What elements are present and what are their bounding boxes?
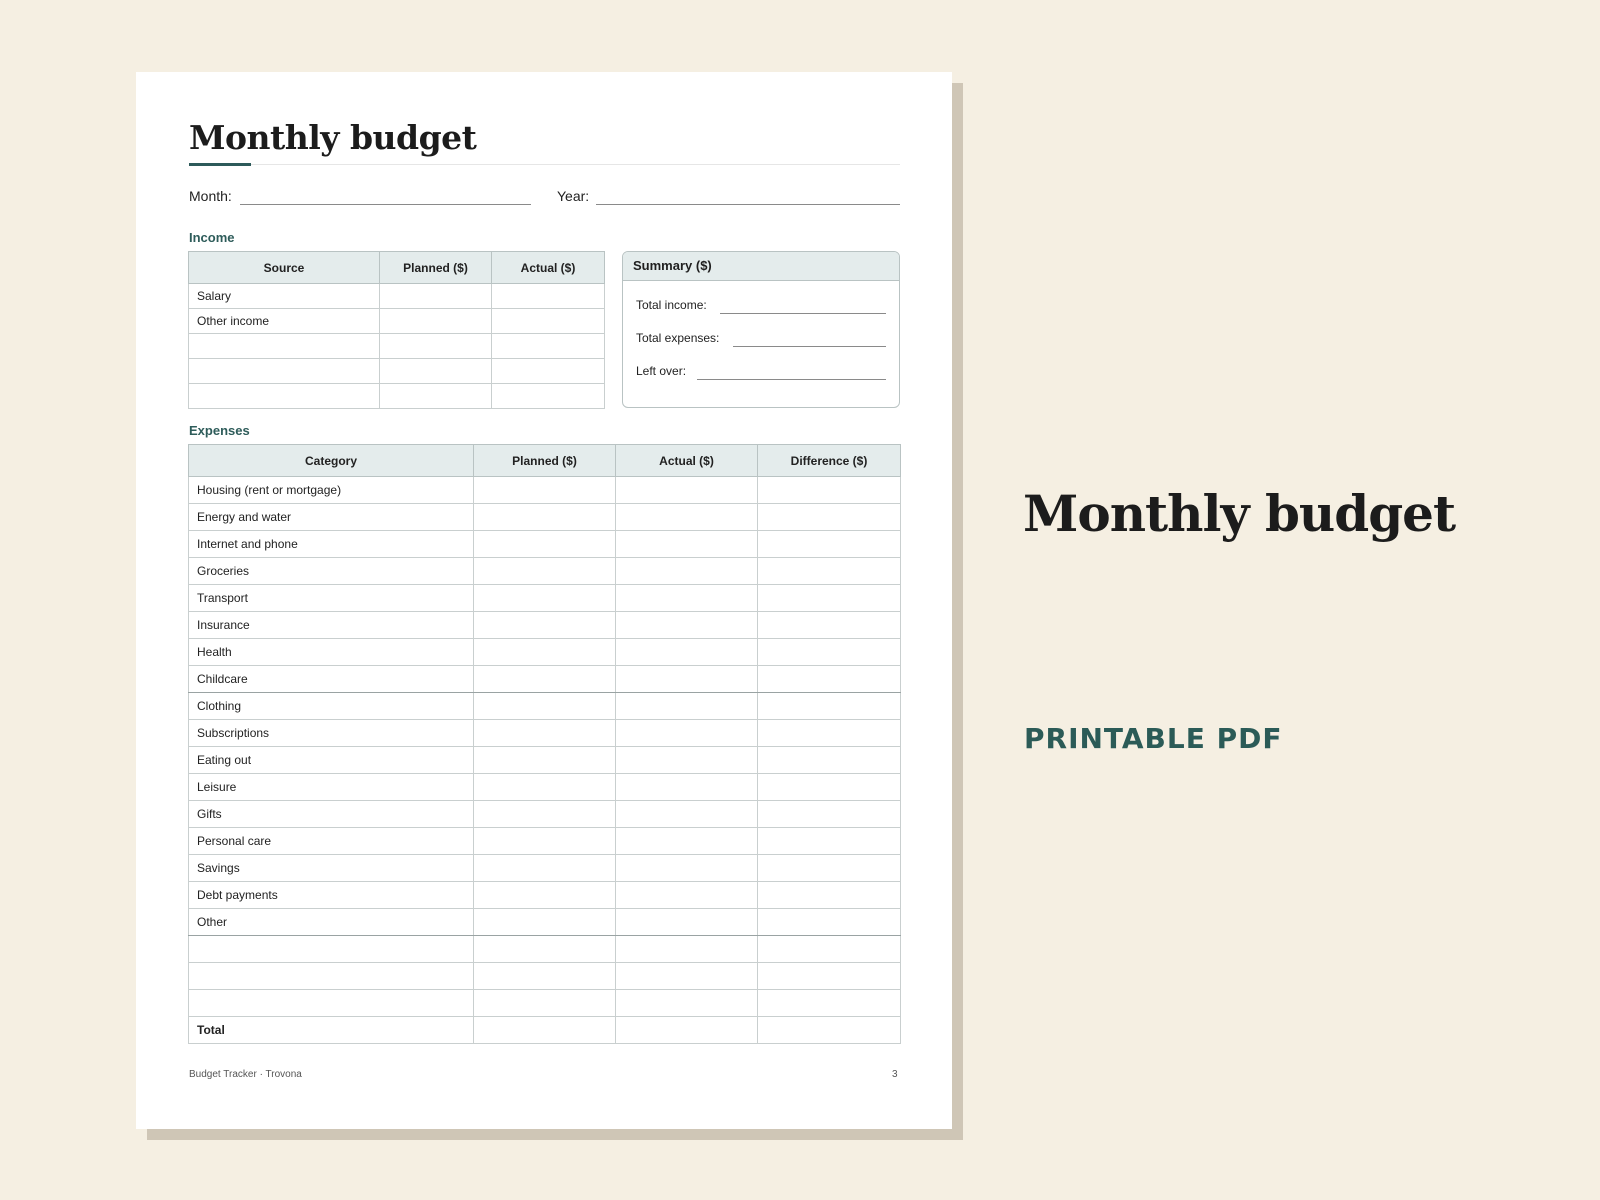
expense-difference-cell[interactable]	[758, 828, 901, 855]
summary-row-left-over	[623, 347, 899, 380]
expense-planned-cell[interactable]	[474, 558, 616, 585]
column-header: Planned ($)	[474, 445, 616, 477]
expense-difference-cell[interactable]	[758, 639, 901, 666]
expense-difference-cell[interactable]	[758, 963, 901, 990]
page-title: Monthly budget	[189, 118, 477, 157]
summary-row-total-income	[623, 281, 899, 314]
table-row	[189, 747, 901, 774]
expense-category-cell[interactable]: Clothing	[189, 693, 474, 720]
expense-category-cell[interactable]: Childcare	[189, 666, 474, 693]
expense-category-cell[interactable]	[189, 936, 474, 963]
table-row	[189, 639, 901, 666]
expense-category-cell[interactable]: Insurance	[189, 612, 474, 639]
expense-planned-cell[interactable]	[474, 747, 616, 774]
table-row	[189, 909, 901, 936]
expense-difference-cell[interactable]	[758, 504, 901, 531]
total-row	[189, 1017, 901, 1044]
expense-category-cell[interactable]: Health	[189, 639, 474, 666]
table-row	[189, 963, 901, 990]
expense-difference-cell[interactable]	[758, 1017, 901, 1044]
expense-category-cell[interactable]: Groceries	[189, 558, 474, 585]
expense-actual-cell[interactable]	[616, 774, 758, 801]
expense-category-cell[interactable]: Housing (rent or mortgage)	[189, 477, 474, 504]
month-field[interactable]	[240, 204, 531, 205]
expense-difference-cell[interactable]	[758, 936, 901, 963]
year-field[interactable]	[596, 204, 900, 205]
expenses-header-row	[189, 445, 901, 477]
expense-category-cell[interactable]: Other	[189, 909, 474, 936]
table-row	[189, 504, 901, 531]
expense-category-cell[interactable]: Transport	[189, 585, 474, 612]
expense-actual-cell[interactable]	[616, 666, 758, 693]
expense-category-cell[interactable]: Gifts	[189, 801, 474, 828]
summary-label: Total income:	[636, 298, 707, 312]
expenses-table	[188, 444, 901, 1044]
table-row	[189, 693, 901, 720]
table-row	[189, 384, 605, 409]
summary-row-total-expenses	[623, 314, 899, 347]
expense-difference-cell[interactable]	[758, 855, 901, 882]
table-row	[189, 585, 901, 612]
title-divider	[189, 164, 900, 165]
expense-planned-cell[interactable]	[474, 855, 616, 882]
expense-planned-cell[interactable]	[474, 1017, 616, 1044]
income-planned-cell[interactable]	[380, 384, 492, 409]
expense-planned-cell[interactable]	[474, 720, 616, 747]
table-row	[189, 990, 901, 1017]
expense-planned-cell[interactable]	[474, 882, 616, 909]
income-source-cell[interactable]	[189, 334, 380, 359]
expense-planned-cell[interactable]	[474, 585, 616, 612]
table-row	[189, 334, 605, 359]
promo-subtitle: PRINTABLE PDF	[1024, 722, 1283, 755]
expense-category-cell[interactable]: Debt payments	[189, 882, 474, 909]
expense-difference-cell[interactable]	[758, 909, 901, 936]
table-row	[189, 720, 901, 747]
expense-category-cell[interactable]	[189, 963, 474, 990]
summary-label: Left over:	[636, 364, 687, 378]
expense-difference-cell[interactable]	[758, 720, 901, 747]
expense-planned-cell[interactable]	[474, 612, 616, 639]
income-header-row	[189, 252, 605, 284]
expense-difference-cell[interactable]	[758, 747, 901, 774]
expense-actual-cell[interactable]	[616, 882, 758, 909]
summary-label: Total expenses:	[636, 331, 720, 345]
year-label: Year:	[557, 188, 590, 204]
expense-category-cell[interactable]: Total	[189, 1017, 474, 1044]
table-row	[189, 666, 901, 693]
expense-actual-cell[interactable]	[616, 585, 758, 612]
expense-actual-cell[interactable]	[616, 1017, 758, 1044]
income-actual-cell[interactable]	[492, 384, 605, 409]
expense-actual-cell[interactable]	[616, 963, 758, 990]
income-planned-cell[interactable]	[380, 334, 492, 359]
expense-planned-cell[interactable]	[474, 477, 616, 504]
column-header: Source	[189, 252, 380, 284]
table-row	[189, 882, 901, 909]
expense-planned-cell[interactable]	[474, 531, 616, 558]
title-accent-bar	[189, 163, 251, 166]
expense-actual-cell[interactable]	[616, 855, 758, 882]
expense-category-cell[interactable]: Savings	[189, 855, 474, 882]
promo-title: Monthly budget	[1023, 484, 1456, 543]
expense-actual-cell[interactable]	[616, 720, 758, 747]
table-row	[189, 612, 901, 639]
income-source-cell[interactable]	[189, 384, 380, 409]
left-over-field[interactable]	[697, 379, 886, 380]
summary-box	[622, 251, 900, 408]
expense-planned-cell[interactable]	[474, 909, 616, 936]
table-row	[189, 284, 605, 309]
table-row	[189, 558, 901, 585]
expense-actual-cell[interactable]	[616, 828, 758, 855]
expense-actual-cell[interactable]	[616, 801, 758, 828]
summary-title: Summary ($)	[623, 252, 899, 281]
expense-category-cell[interactable]: Internet and phone	[189, 531, 474, 558]
column-header: Actual ($)	[492, 252, 605, 284]
column-header: Planned ($)	[380, 252, 492, 284]
income-planned-cell[interactable]	[380, 359, 492, 384]
month-label: Month:	[189, 188, 232, 204]
table-row	[189, 477, 901, 504]
expense-category-cell[interactable]: Personal care	[189, 828, 474, 855]
expense-difference-cell[interactable]	[758, 531, 901, 558]
expense-planned-cell[interactable]	[474, 774, 616, 801]
expense-actual-cell[interactable]	[616, 558, 758, 585]
expense-planned-cell[interactable]	[474, 504, 616, 531]
footer-credit: Budget Tracker · Trovona	[189, 1069, 302, 1080]
expense-actual-cell[interactable]	[616, 693, 758, 720]
expense-category-cell[interactable]: Energy and water	[189, 504, 474, 531]
income-planned-cell[interactable]	[380, 309, 492, 334]
income-table	[188, 251, 605, 409]
table-row	[189, 801, 901, 828]
expense-planned-cell[interactable]	[474, 990, 616, 1017]
expense-difference-cell[interactable]	[758, 585, 901, 612]
expense-difference-cell[interactable]	[758, 612, 901, 639]
income-actual-cell[interactable]	[492, 284, 605, 309]
expense-planned-cell[interactable]	[474, 693, 616, 720]
table-row	[189, 531, 901, 558]
expense-actual-cell[interactable]	[616, 747, 758, 774]
expenses-section-label: Expenses	[189, 423, 250, 438]
expense-planned-cell[interactable]	[474, 639, 616, 666]
expense-category-cell[interactable]: Subscriptions	[189, 720, 474, 747]
expense-planned-cell[interactable]	[474, 828, 616, 855]
expense-difference-cell[interactable]	[758, 990, 901, 1017]
expense-category-cell[interactable]	[189, 990, 474, 1017]
expense-difference-cell[interactable]	[758, 477, 901, 504]
budget-sheet	[136, 72, 952, 1129]
table-row	[189, 855, 901, 882]
income-planned-cell[interactable]	[380, 284, 492, 309]
income-actual-cell[interactable]	[492, 359, 605, 384]
expense-planned-cell[interactable]	[474, 963, 616, 990]
table-row	[189, 936, 901, 963]
expense-actual-cell[interactable]	[616, 990, 758, 1017]
column-header: Difference ($)	[758, 445, 901, 477]
income-section-label: Income	[189, 230, 235, 245]
column-header: Actual ($)	[616, 445, 758, 477]
expense-actual-cell[interactable]	[616, 909, 758, 936]
expense-actual-cell[interactable]	[616, 504, 758, 531]
expense-difference-cell[interactable]	[758, 558, 901, 585]
expense-difference-cell[interactable]	[758, 801, 901, 828]
column-header: Category	[189, 445, 474, 477]
expense-difference-cell[interactable]	[758, 882, 901, 909]
table-row	[189, 309, 605, 334]
expense-category-cell[interactable]: Leisure	[189, 774, 474, 801]
expense-planned-cell[interactable]	[474, 801, 616, 828]
expense-actual-cell[interactable]	[616, 612, 758, 639]
income-source-cell[interactable]: Salary	[189, 284, 380, 309]
page-number: 3	[892, 1069, 898, 1080]
expense-difference-cell[interactable]	[758, 693, 901, 720]
expense-actual-cell[interactable]	[616, 639, 758, 666]
expense-actual-cell[interactable]	[616, 531, 758, 558]
table-row	[189, 774, 901, 801]
expense-difference-cell[interactable]	[758, 666, 901, 693]
expense-planned-cell[interactable]	[474, 936, 616, 963]
income-actual-cell[interactable]	[492, 334, 605, 359]
income-actual-cell[interactable]	[492, 309, 605, 334]
expense-planned-cell[interactable]	[474, 666, 616, 693]
table-row	[189, 828, 901, 855]
expense-difference-cell[interactable]	[758, 774, 901, 801]
expense-actual-cell[interactable]	[616, 477, 758, 504]
income-source-cell[interactable]: Other income	[189, 309, 380, 334]
expense-actual-cell[interactable]	[616, 936, 758, 963]
table-row	[189, 359, 605, 384]
income-source-cell[interactable]	[189, 359, 380, 384]
expense-category-cell[interactable]: Eating out	[189, 747, 474, 774]
